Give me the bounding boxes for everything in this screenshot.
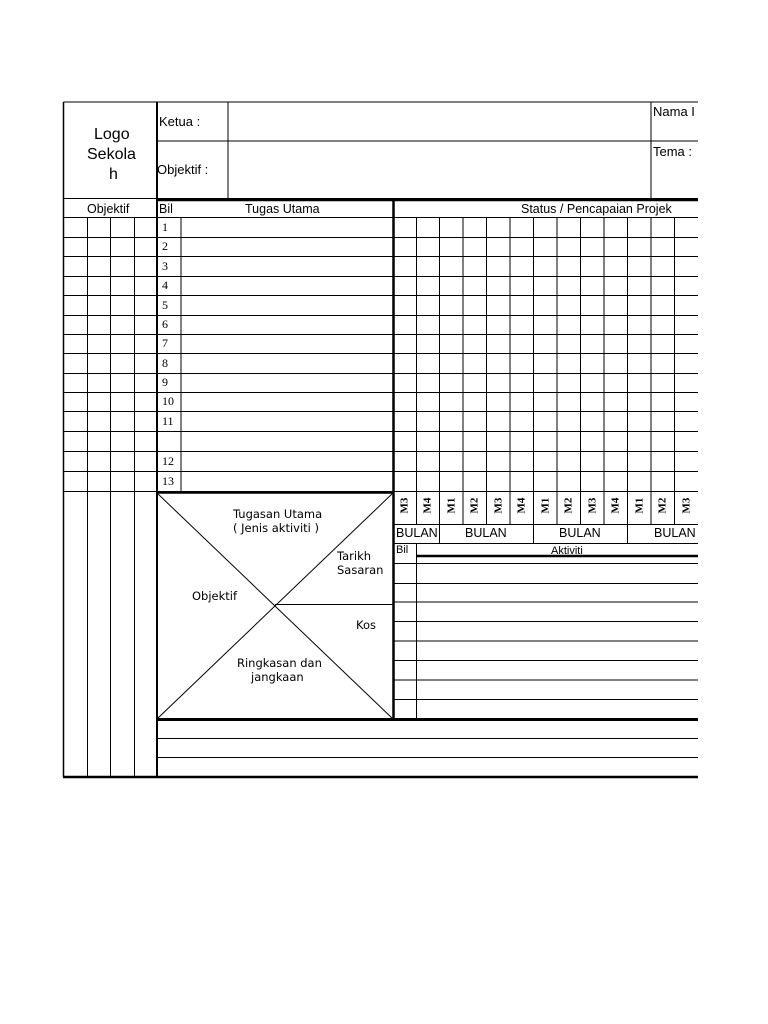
logo-line-1: Logo <box>94 126 130 143</box>
row-number: 3 <box>162 259 168 273</box>
bulan-label: BULAN <box>465 526 507 540</box>
row-number: 6 <box>162 317 168 331</box>
row-number: 9 <box>162 375 168 389</box>
matrix-ringkasan-line-1: Ringkasan dan <box>237 656 322 670</box>
week-label: M2 <box>656 497 669 514</box>
row-number: 13 <box>162 474 174 488</box>
row-number: 2 <box>162 239 168 253</box>
row-number: 11 <box>162 414 174 428</box>
matrix-tugasan-line-2: ( Jenis aktiviti ) <box>233 521 319 535</box>
matrix-ringkasan-line-2: jangkaan <box>251 670 304 684</box>
week-label: M4 <box>421 497 434 514</box>
status-column-header: Status / Pencapaian Projek <box>521 202 672 216</box>
week-label: M4 <box>515 497 528 514</box>
matrix-kos: Kos <box>356 618 376 632</box>
nama-label: Nama I <box>653 104 695 119</box>
activity-aktiviti-header: Aktiviti <box>551 546 583 554</box>
matrix-objektif: Objektif <box>192 589 238 603</box>
week-label: M3 <box>398 497 411 514</box>
week-label: M3 <box>586 497 599 514</box>
activity-bil-header: Bil <box>396 545 409 554</box>
week-label: M2 <box>562 497 575 514</box>
ketua-label: Ketua : <box>159 114 201 129</box>
matrix-tugasan-line-1: Tugasan Utama <box>233 507 323 521</box>
row-number: 8 <box>162 356 168 370</box>
bil-column-header: Bil <box>159 202 173 216</box>
bulan-label: BULAN <box>396 526 438 540</box>
tema-label: Tema : <box>653 144 693 159</box>
row-number: 5 <box>162 298 168 312</box>
week-label: M1 <box>539 497 552 514</box>
row-number: 4 <box>162 278 168 292</box>
tugas-utama-column-header: Tugas Utama <box>245 202 320 216</box>
objektif-column-header: Objektif <box>87 202 130 216</box>
week-label: M3 <box>680 497 693 514</box>
week-label: M1 <box>445 497 458 514</box>
logo-line-3: h <box>109 166 118 183</box>
week-label: M2 <box>468 497 481 514</box>
matrix-tarikh-line-1: Tarikh <box>337 549 372 563</box>
matrix-tarikh-line-2: Sasaran <box>337 563 384 577</box>
bulan-label: BULAN <box>559 526 601 540</box>
week-label: M1 <box>633 497 646 514</box>
week-label: M4 <box>609 497 622 514</box>
row-number: 12 <box>162 454 174 468</box>
row-number: 1 <box>162 220 168 234</box>
logo-line-2: Sekola <box>87 146 136 163</box>
row-number: 7 <box>162 336 168 350</box>
week-label: M3 <box>492 497 505 514</box>
bulan-label: BULAN <box>654 526 696 540</box>
row-number: 10 <box>162 394 174 408</box>
objektif-label: Objektif : <box>157 162 209 177</box>
